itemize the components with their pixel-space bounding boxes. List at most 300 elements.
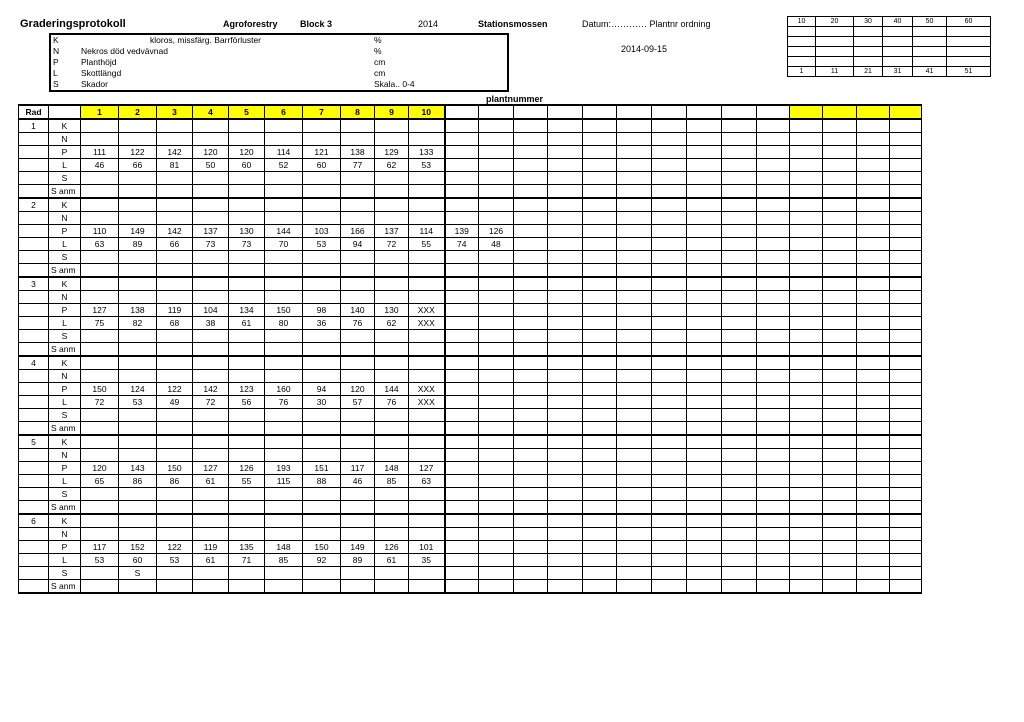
grid-cell[interactable]: 138 xyxy=(119,304,157,317)
grid-cell[interactable] xyxy=(375,501,409,515)
grid-cell[interactable]: 46 xyxy=(341,475,375,488)
grid-cell[interactable] xyxy=(757,554,790,567)
grid-cell[interactable] xyxy=(823,580,857,594)
grid-cell[interactable] xyxy=(514,370,548,383)
grid-cell[interactable] xyxy=(583,554,617,567)
grid-cell[interactable] xyxy=(157,185,193,199)
grid-cell[interactable] xyxy=(303,435,341,449)
grid-cell[interactable] xyxy=(375,488,409,501)
grid-cell[interactable]: 75 xyxy=(81,317,119,330)
grid-cell[interactable] xyxy=(857,291,890,304)
grid-cell[interactable] xyxy=(445,383,479,396)
grid-cell[interactable] xyxy=(652,264,687,278)
grid-cell[interactable]: 150 xyxy=(81,383,119,396)
grid-cell[interactable] xyxy=(548,449,583,462)
grid-cell[interactable] xyxy=(341,198,375,212)
grid-cell[interactable] xyxy=(857,277,890,291)
grid-cell[interactable] xyxy=(790,198,823,212)
grid-cell[interactable] xyxy=(757,133,790,146)
grid-cell[interactable] xyxy=(193,409,229,422)
grid-cell[interactable] xyxy=(857,488,890,501)
grid-cell[interactable]: 73 xyxy=(229,238,265,251)
grid-cell[interactable]: 127 xyxy=(81,304,119,317)
grid-cell[interactable] xyxy=(823,541,857,554)
grid-cell[interactable]: 122 xyxy=(157,383,193,396)
grid-cell[interactable] xyxy=(548,212,583,225)
grid-cell[interactable]: 88 xyxy=(303,475,341,488)
grid-cell[interactable] xyxy=(757,370,790,383)
grid-cell[interactable] xyxy=(583,291,617,304)
grid-cell[interactable] xyxy=(823,304,857,317)
grid-cell[interactable] xyxy=(479,370,514,383)
grid-cell[interactable] xyxy=(617,567,652,580)
grid-cell[interactable] xyxy=(890,238,922,251)
grid-cell[interactable] xyxy=(583,212,617,225)
grid-cell[interactable] xyxy=(81,501,119,515)
grid-cell[interactable] xyxy=(890,409,922,422)
grid-cell[interactable] xyxy=(652,251,687,264)
grid-cell[interactable] xyxy=(119,212,157,225)
grid-cell[interactable] xyxy=(193,264,229,278)
grid-cell[interactable] xyxy=(722,383,757,396)
grid-cell[interactable] xyxy=(341,567,375,580)
grid-cell[interactable] xyxy=(514,238,548,251)
grid-cell[interactable] xyxy=(857,370,890,383)
grid-cell[interactable] xyxy=(652,225,687,238)
grid-cell[interactable] xyxy=(409,501,445,515)
grid-cell[interactable]: 62 xyxy=(375,317,409,330)
grid-cell[interactable] xyxy=(583,198,617,212)
grid-cell[interactable] xyxy=(823,343,857,357)
grid-cell[interactable] xyxy=(514,462,548,475)
grid-cell[interactable] xyxy=(857,330,890,343)
grid-cell[interactable] xyxy=(157,449,193,462)
grid-cell[interactable]: 92 xyxy=(303,554,341,567)
grid-cell[interactable] xyxy=(617,198,652,212)
grid-cell[interactable] xyxy=(119,370,157,383)
grid-cell[interactable] xyxy=(409,449,445,462)
grid-cell[interactable] xyxy=(119,264,157,278)
grid-cell[interactable] xyxy=(823,146,857,159)
grid-cell[interactable] xyxy=(757,567,790,580)
grid-cell[interactable]: 101 xyxy=(409,541,445,554)
grid-cell[interactable] xyxy=(375,409,409,422)
grid-cell[interactable] xyxy=(890,198,922,212)
grid-cell[interactable]: 117 xyxy=(341,462,375,475)
grid-cell[interactable] xyxy=(583,370,617,383)
grid-cell[interactable] xyxy=(652,422,687,436)
grid-cell[interactable] xyxy=(514,264,548,278)
grid-cell[interactable]: 135 xyxy=(229,541,265,554)
grid-cell[interactable] xyxy=(790,488,823,501)
grid-cell[interactable] xyxy=(583,251,617,264)
grid-cell[interactable] xyxy=(514,356,548,370)
grid-cell[interactable] xyxy=(157,370,193,383)
grid-cell[interactable] xyxy=(823,488,857,501)
grid-cell[interactable] xyxy=(479,119,514,133)
grid-cell[interactable] xyxy=(583,396,617,409)
grid-cell[interactable] xyxy=(617,330,652,343)
grid-cell[interactable] xyxy=(303,264,341,278)
grid-cell[interactable] xyxy=(583,409,617,422)
grid-cell[interactable]: 77 xyxy=(341,159,375,172)
grid-cell[interactable] xyxy=(479,501,514,515)
grid-cell[interactable] xyxy=(375,343,409,357)
grid-cell[interactable] xyxy=(617,264,652,278)
grid-cell[interactable] xyxy=(157,514,193,528)
grid-cell[interactable] xyxy=(81,251,119,264)
grid-cell[interactable] xyxy=(265,330,303,343)
grid-cell[interactable] xyxy=(757,356,790,370)
grid-cell[interactable] xyxy=(409,277,445,291)
grid-cell[interactable] xyxy=(722,580,757,594)
grid-cell[interactable] xyxy=(890,212,922,225)
grid-cell[interactable] xyxy=(514,383,548,396)
grid-cell[interactable] xyxy=(445,133,479,146)
grid-cell[interactable] xyxy=(303,172,341,185)
grid-cell[interactable]: 66 xyxy=(157,238,193,251)
grid-cell[interactable] xyxy=(757,514,790,528)
grid-cell[interactable]: 126 xyxy=(229,462,265,475)
grid-cell[interactable] xyxy=(687,159,722,172)
grid-cell[interactable] xyxy=(479,291,514,304)
grid-cell[interactable] xyxy=(514,317,548,330)
grid-cell[interactable]: 52 xyxy=(265,159,303,172)
grid-cell[interactable] xyxy=(722,514,757,528)
grid-cell[interactable]: 30 xyxy=(303,396,341,409)
grid-cell[interactable] xyxy=(81,370,119,383)
grid-cell[interactable] xyxy=(722,343,757,357)
grid-cell[interactable]: 117 xyxy=(81,541,119,554)
grid-cell[interactable] xyxy=(479,396,514,409)
grid-cell[interactable] xyxy=(790,449,823,462)
grid-cell[interactable] xyxy=(823,317,857,330)
grid-cell[interactable] xyxy=(757,185,790,199)
grid-cell[interactable] xyxy=(890,370,922,383)
grid-cell[interactable] xyxy=(890,356,922,370)
grid-cell[interactable] xyxy=(823,514,857,528)
grid-cell[interactable] xyxy=(687,277,722,291)
grid-cell[interactable] xyxy=(757,501,790,515)
grid-cell[interactable] xyxy=(157,501,193,515)
grid-cell[interactable] xyxy=(409,185,445,199)
grid-cell[interactable] xyxy=(890,159,922,172)
grid-cell[interactable] xyxy=(229,528,265,541)
grid-cell[interactable] xyxy=(409,528,445,541)
grid-cell[interactable] xyxy=(617,449,652,462)
grid-cell[interactable] xyxy=(617,435,652,449)
grid-cell[interactable] xyxy=(790,422,823,436)
grid-cell[interactable] xyxy=(375,422,409,436)
grid-cell[interactable] xyxy=(890,396,922,409)
grid-cell[interactable] xyxy=(687,528,722,541)
grid-cell[interactable] xyxy=(119,501,157,515)
grid-cell[interactable] xyxy=(265,488,303,501)
grid-cell[interactable] xyxy=(790,383,823,396)
grid-cell[interactable] xyxy=(409,172,445,185)
grid-cell[interactable] xyxy=(119,514,157,528)
grid-cell[interactable] xyxy=(119,133,157,146)
grid-cell[interactable] xyxy=(265,198,303,212)
grid-cell[interactable] xyxy=(757,462,790,475)
grid-cell[interactable]: 150 xyxy=(265,304,303,317)
grid-cell[interactable] xyxy=(890,277,922,291)
grid-cell[interactable]: 120 xyxy=(341,383,375,396)
grid-cell[interactable] xyxy=(81,277,119,291)
grid-cell[interactable] xyxy=(81,514,119,528)
grid-cell[interactable] xyxy=(303,514,341,528)
grid-cell[interactable] xyxy=(193,528,229,541)
grid-cell[interactable] xyxy=(548,343,583,357)
grid-cell[interactable] xyxy=(790,356,823,370)
grid-cell[interactable] xyxy=(617,317,652,330)
grid-cell[interactable] xyxy=(687,396,722,409)
grid-cell[interactable] xyxy=(722,146,757,159)
grid-cell[interactable] xyxy=(823,277,857,291)
grid-cell[interactable] xyxy=(722,435,757,449)
grid-cell[interactable] xyxy=(303,528,341,541)
grid-cell[interactable]: 149 xyxy=(341,541,375,554)
grid-cell[interactable] xyxy=(790,264,823,278)
grid-cell[interactable] xyxy=(617,119,652,133)
grid-cell[interactable] xyxy=(757,449,790,462)
grid-cell[interactable] xyxy=(193,251,229,264)
grid-cell[interactable]: 126 xyxy=(375,541,409,554)
grid-cell[interactable]: 63 xyxy=(409,475,445,488)
grid-cell[interactable] xyxy=(687,264,722,278)
grid-cell[interactable] xyxy=(479,277,514,291)
grid-cell[interactable] xyxy=(375,528,409,541)
grid-cell[interactable] xyxy=(229,277,265,291)
grid-cell[interactable] xyxy=(823,172,857,185)
grid-cell[interactable]: 122 xyxy=(119,146,157,159)
grid-cell[interactable]: 61 xyxy=(193,475,229,488)
grid-cell[interactable]: 76 xyxy=(341,317,375,330)
grid-cell[interactable] xyxy=(119,198,157,212)
grid-cell[interactable] xyxy=(445,146,479,159)
grid-cell[interactable] xyxy=(617,277,652,291)
grid-cell[interactable]: 110 xyxy=(81,225,119,238)
grid-cell[interactable] xyxy=(757,580,790,594)
grid-cell[interactable] xyxy=(375,119,409,133)
grid-cell[interactable] xyxy=(303,198,341,212)
grid-cell[interactable] xyxy=(617,528,652,541)
grid-cell[interactable] xyxy=(823,396,857,409)
grid-cell[interactable] xyxy=(341,356,375,370)
grid-cell[interactable] xyxy=(652,356,687,370)
grid-cell[interactable]: 55 xyxy=(229,475,265,488)
grid-cell[interactable] xyxy=(548,251,583,264)
grid-cell[interactable] xyxy=(81,119,119,133)
grid-cell[interactable]: 123 xyxy=(229,383,265,396)
grid-cell[interactable] xyxy=(514,422,548,436)
grid-cell[interactable] xyxy=(229,119,265,133)
grid-cell[interactable] xyxy=(687,330,722,343)
grid-cell[interactable] xyxy=(857,541,890,554)
grid-cell[interactable] xyxy=(445,370,479,383)
grid-cell[interactable]: 129 xyxy=(375,146,409,159)
grid-cell[interactable] xyxy=(341,251,375,264)
grid-cell[interactable] xyxy=(583,119,617,133)
grid-cell[interactable] xyxy=(479,409,514,422)
grid-cell[interactable] xyxy=(823,212,857,225)
grid-cell[interactable] xyxy=(229,185,265,199)
grid-cell[interactable]: 127 xyxy=(409,462,445,475)
grid-cell[interactable] xyxy=(790,567,823,580)
grid-cell[interactable] xyxy=(890,422,922,436)
grid-cell[interactable] xyxy=(823,409,857,422)
grid-cell[interactable] xyxy=(757,435,790,449)
grid-cell[interactable] xyxy=(857,119,890,133)
grid-cell[interactable] xyxy=(303,422,341,436)
grid-cell[interactable] xyxy=(722,251,757,264)
grid-cell[interactable] xyxy=(652,133,687,146)
grid-cell[interactable] xyxy=(617,580,652,594)
grid-cell[interactable] xyxy=(193,449,229,462)
grid-cell[interactable] xyxy=(857,422,890,436)
grid-cell[interactable] xyxy=(548,541,583,554)
grid-cell[interactable] xyxy=(375,172,409,185)
grid-cell[interactable] xyxy=(479,133,514,146)
grid-cell[interactable] xyxy=(81,356,119,370)
grid-cell[interactable] xyxy=(687,580,722,594)
grid-cell[interactable]: 119 xyxy=(157,304,193,317)
grid-cell[interactable] xyxy=(583,356,617,370)
grid-cell[interactable] xyxy=(687,488,722,501)
grid-cell[interactable]: 74 xyxy=(445,238,479,251)
grid-cell[interactable] xyxy=(857,409,890,422)
grid-cell[interactable] xyxy=(617,370,652,383)
grid-cell[interactable] xyxy=(265,356,303,370)
grid-cell[interactable] xyxy=(229,514,265,528)
grid-cell[interactable] xyxy=(81,185,119,199)
grid-cell[interactable] xyxy=(652,317,687,330)
grid-cell[interactable] xyxy=(409,488,445,501)
grid-cell[interactable] xyxy=(479,462,514,475)
grid-cell[interactable] xyxy=(445,435,479,449)
grid-cell[interactable] xyxy=(157,435,193,449)
grid-cell[interactable]: 120 xyxy=(81,462,119,475)
grid-cell[interactable] xyxy=(479,172,514,185)
grid-cell[interactable] xyxy=(81,528,119,541)
grid-cell[interactable]: 38 xyxy=(193,317,229,330)
grid-cell[interactable] xyxy=(445,514,479,528)
grid-cell[interactable] xyxy=(265,514,303,528)
grid-cell[interactable] xyxy=(445,304,479,317)
grid-cell[interactable] xyxy=(687,435,722,449)
grid-cell[interactable] xyxy=(341,409,375,422)
grid-cell[interactable] xyxy=(479,356,514,370)
grid-cell[interactable]: 60 xyxy=(303,159,341,172)
grid-cell[interactable] xyxy=(687,291,722,304)
grid-cell[interactable] xyxy=(583,185,617,199)
grid-cell[interactable] xyxy=(229,435,265,449)
grid-cell[interactable] xyxy=(514,488,548,501)
grid-cell[interactable] xyxy=(81,264,119,278)
grid-cell[interactable] xyxy=(229,567,265,580)
grid-cell[interactable] xyxy=(265,580,303,594)
grid-cell[interactable]: 89 xyxy=(119,238,157,251)
grid-cell[interactable]: 166 xyxy=(341,225,375,238)
grid-cell[interactable] xyxy=(790,251,823,264)
grid-cell[interactable]: 152 xyxy=(119,541,157,554)
grid-cell[interactable]: 85 xyxy=(265,554,303,567)
grid-cell[interactable] xyxy=(722,133,757,146)
grid-cell[interactable] xyxy=(375,291,409,304)
grid-cell[interactable] xyxy=(341,528,375,541)
grid-cell[interactable]: 130 xyxy=(375,304,409,317)
grid-cell[interactable] xyxy=(303,449,341,462)
grid-cell[interactable]: 143 xyxy=(119,462,157,475)
grid-cell[interactable]: 134 xyxy=(229,304,265,317)
grid-cell[interactable] xyxy=(687,501,722,515)
grid-cell[interactable] xyxy=(617,238,652,251)
grid-cell[interactable] xyxy=(229,198,265,212)
grid-cell[interactable] xyxy=(375,133,409,146)
grid-cell[interactable] xyxy=(583,541,617,554)
grid-cell[interactable] xyxy=(722,567,757,580)
grid-cell[interactable] xyxy=(548,264,583,278)
grid-cell[interactable] xyxy=(823,462,857,475)
grid-cell[interactable] xyxy=(652,291,687,304)
grid-cell[interactable]: 149 xyxy=(119,225,157,238)
grid-cell[interactable]: 120 xyxy=(193,146,229,159)
grid-cell[interactable] xyxy=(548,304,583,317)
grid-cell[interactable] xyxy=(375,567,409,580)
grid-cell[interactable]: XXX xyxy=(409,304,445,317)
grid-cell[interactable] xyxy=(857,580,890,594)
grid-cell[interactable] xyxy=(790,238,823,251)
grid-cell[interactable] xyxy=(687,225,722,238)
grid-cell[interactable] xyxy=(229,212,265,225)
grid-cell[interactable] xyxy=(229,330,265,343)
grid-cell[interactable] xyxy=(890,146,922,159)
grid-cell[interactable] xyxy=(229,488,265,501)
grid-cell[interactable]: 144 xyxy=(265,225,303,238)
grid-cell[interactable] xyxy=(890,567,922,580)
grid-cell[interactable]: 115 xyxy=(265,475,303,488)
grid-cell[interactable] xyxy=(890,580,922,594)
grid-cell[interactable] xyxy=(652,501,687,515)
grid-cell[interactable] xyxy=(479,264,514,278)
grid-cell[interactable] xyxy=(303,119,341,133)
grid-cell[interactable] xyxy=(790,133,823,146)
grid-cell[interactable] xyxy=(157,488,193,501)
grid-cell[interactable] xyxy=(514,514,548,528)
grid-cell[interactable]: 89 xyxy=(341,554,375,567)
grid-cell[interactable] xyxy=(303,488,341,501)
grid-cell[interactable] xyxy=(548,396,583,409)
grid-cell[interactable] xyxy=(583,330,617,343)
grid-cell[interactable] xyxy=(265,370,303,383)
grid-cell[interactable] xyxy=(652,119,687,133)
grid-cell[interactable] xyxy=(445,488,479,501)
grid-cell[interactable] xyxy=(687,251,722,264)
grid-cell[interactable] xyxy=(445,449,479,462)
grid-cell[interactable] xyxy=(193,330,229,343)
grid-cell[interactable] xyxy=(157,356,193,370)
grid-cell[interactable] xyxy=(890,383,922,396)
grid-cell[interactable] xyxy=(265,185,303,199)
grid-cell[interactable] xyxy=(514,146,548,159)
grid-cell[interactable] xyxy=(757,277,790,291)
grid-cell[interactable] xyxy=(687,514,722,528)
grid-cell[interactable]: 137 xyxy=(193,225,229,238)
grid-cell[interactable] xyxy=(193,567,229,580)
grid-cell[interactable] xyxy=(790,409,823,422)
grid-cell[interactable] xyxy=(409,291,445,304)
grid-cell[interactable] xyxy=(722,396,757,409)
